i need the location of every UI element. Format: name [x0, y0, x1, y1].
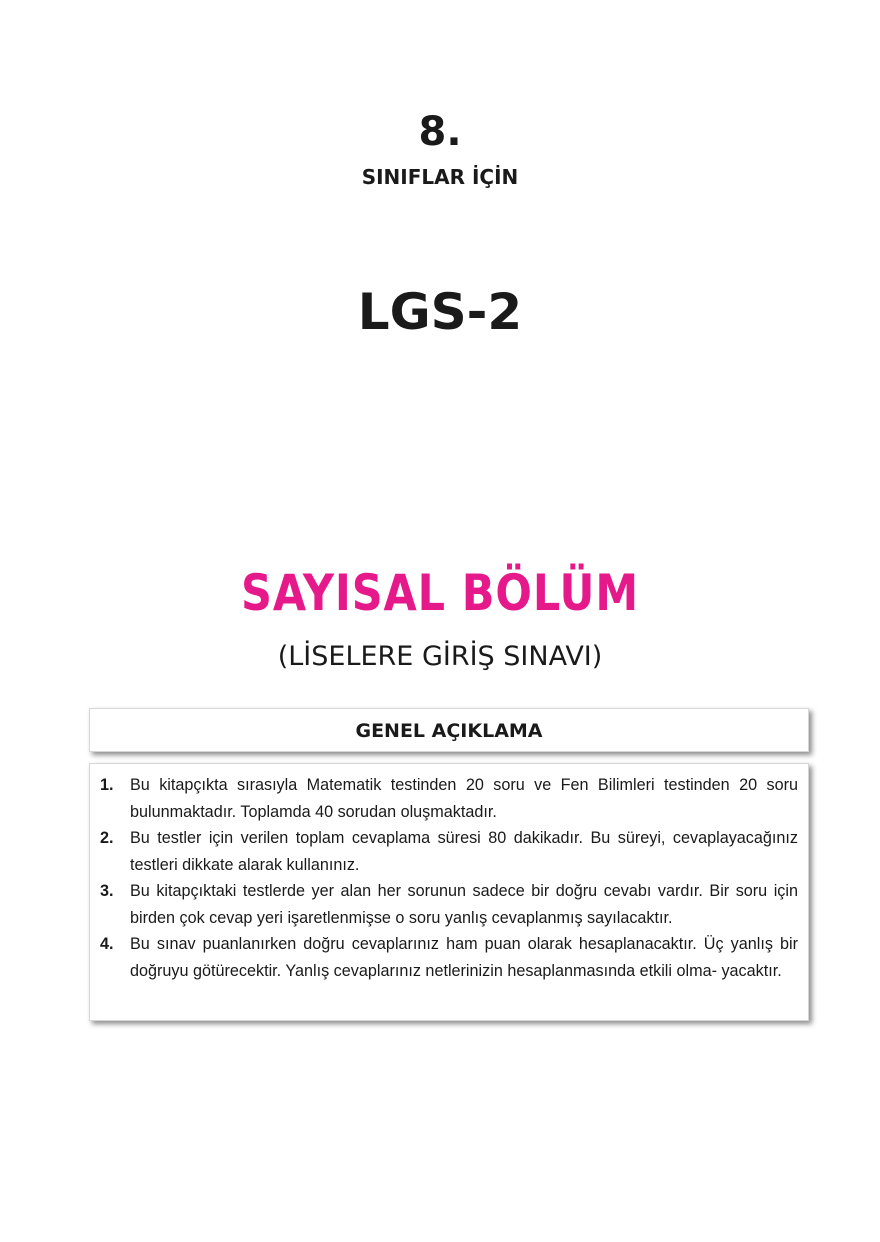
item-number: 2.: [100, 829, 114, 847]
item-text: Bu sınav puanlanırken doğru cevaplarınız ham puan olarak hesaplanacaktır. Üç yanlış bir doğruyu götürecektir. Yanlış cevaplarınız netlerinizin hesaplanmasında etkili olma- yacaktır.: [130, 935, 798, 980]
info-box: [89, 763, 809, 1021]
exam-code: LGS-2: [357, 283, 523, 341]
list-item: [100, 878, 798, 931]
grade-label: SINIFLAR İÇİN: [361, 165, 519, 189]
list-item: [100, 931, 798, 984]
section-subtitle: (LİSELERE GİRİŞ SINAVI): [277, 641, 603, 672]
grade-number: 8.: [418, 109, 462, 155]
item-number: 3.: [100, 882, 114, 900]
item-text: Bu kitapçıkta sırasıyla Matematik testinden 20 soru ve Fen Bilimleri testinden 20 soru bulunmaktadır. Toplamda 40 sorudan oluşmaktadır.: [130, 776, 798, 821]
list-item: [100, 772, 798, 825]
item-text: Bu testler için verilen toplam cevaplama süresi 80 dakikadır. Bu süreyi, cevaplayacağınız testleri dikkate alarak kullanınız.: [130, 829, 798, 874]
section-title: SAYISAL BÖLÜM: [241, 564, 639, 622]
list-item: [100, 825, 798, 878]
info-list: [100, 772, 798, 984]
item-text: Bu kitapçıktaki testlerde yer alan her sorunun sadece bir doğru cevabı vardır. Bir soru için birden çok cevap yeri işaretlenmişse o soru yanlış cevaplanmış sayılacaktır.: [130, 882, 798, 927]
info-header: GENEL AÇIKLAMA: [89, 708, 809, 752]
item-number: 1.: [100, 776, 114, 794]
item-number: 4.: [100, 935, 114, 953]
